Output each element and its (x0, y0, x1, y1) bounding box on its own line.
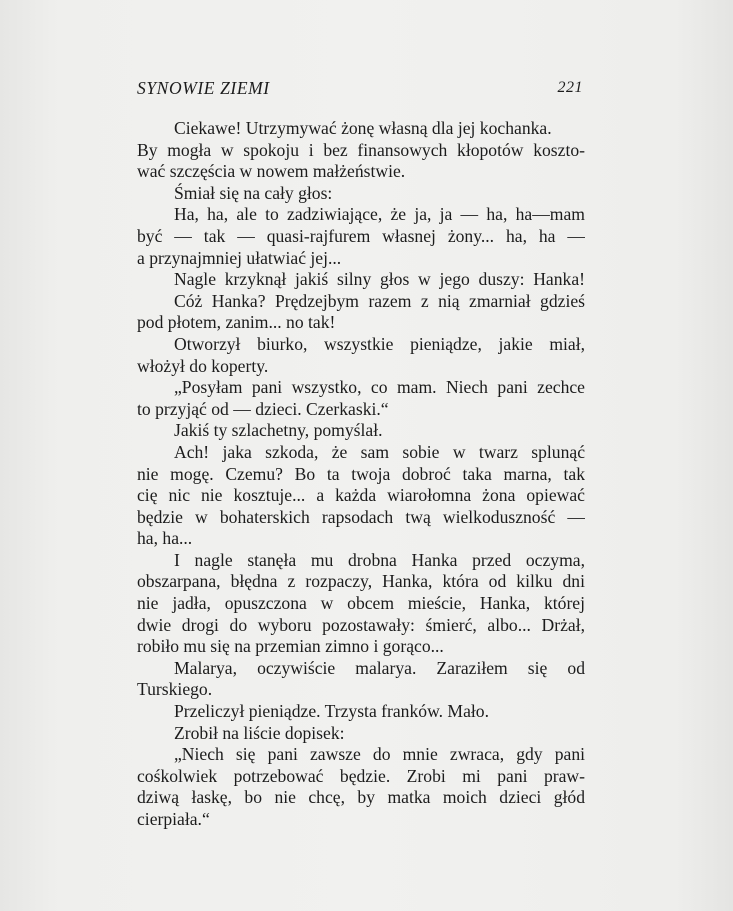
text-line: włożył do koperty. (137, 355, 269, 376)
page-number: 221 (557, 79, 583, 96)
text-line: a przynajmniej ułatwiać jej... (137, 247, 342, 268)
text-line: Ciekawe! Utrzymywać żonę własną dla jej kochanka. (174, 118, 552, 138)
text-line: cię nic nie kosztuje... a każda wiarołomna żona opiewać (137, 485, 585, 506)
text-line: Turskiego. (137, 679, 213, 700)
text-line: By mogła w spokoju i bez finansowych kłopotów koszto- (137, 139, 585, 160)
text-line: Ach! jaka szkoda, że sam sobie w twarz splunąć (174, 441, 585, 462)
text-line: nie jadła, opuszczona w obcem mieście, Hanka, której (137, 593, 585, 614)
running-title: SYNOWIE ZIEMI (137, 78, 270, 98)
text-line: będzie w bohaterskich rapsodach twą wielkoduszność — (137, 506, 585, 527)
text-line: Przeliczył pieniądze. Trzysta franków. Mało. (174, 701, 489, 722)
text-line: Śmiał się na cały głos: (174, 182, 333, 203)
text-line: ha, ha... (137, 528, 193, 549)
text-line: Cóż Hanka? Prędzejbym razem z nią zmarniał gdzieś (174, 290, 585, 311)
text-line: dwie drogi do wyboru pozostawały: śmierć, albo... Drżał, (137, 614, 585, 635)
text-line: być — tak — quasi-rajfurem własnej żony... ha, ha — (137, 225, 585, 246)
text-line: cierpiała.“ (137, 809, 210, 829)
text-line: to przyjąć od — dzieci. Czerkaski.“ (137, 398, 389, 419)
text-line: nie mogę. Czemu? Bo ta twoja dobroć taka marna, tak (137, 463, 585, 484)
text-line: I nagle stanęła mu drobna Hanka przed oczyma, (174, 549, 585, 570)
page-header (137, 78, 585, 100)
text-line: Malarya, oczywiście malarya. Zaraziłem się od (174, 657, 585, 678)
text-line: cośkolwiek potrzebować będzie. Zrobi mi pani praw- (137, 765, 585, 786)
text-line: Ha, ha, ale to zadziwiające, że ja, ja — ha, ha—mam (174, 204, 585, 225)
text-line: dziwą łaskę, bo nie chcę, by matka moich dzieci głód (137, 787, 585, 808)
text-line: „Niech się pani zawsze do mnie zwraca, gdy pani (174, 744, 585, 765)
text-line: „Posyłam pani wszystko, co mam. Niech pani zechce (174, 377, 585, 398)
text-line: Nagle krzyknął jakiś silny głos w jego duszy: Hanka! (174, 269, 585, 290)
text-line: Jakiś ty szlachetny, pomyślał. (174, 420, 383, 441)
text-line: Zrobił na liście dopisek: (174, 722, 345, 743)
body-text (137, 118, 585, 831)
text-line: wać szczęścia w nowem małżeństwie. (137, 161, 406, 182)
text-line: obszarpana, błędna z rozpaczy, Hanka, która od kilku dni (137, 571, 585, 592)
text-line: robiło mu się na przemian zimno i gorąco... (137, 636, 444, 657)
text-line: Otworzył biurko, wszystkie pieniądze, jakie miał, (174, 333, 585, 354)
text-line: pod płotem, zanim... no tak! (137, 312, 336, 333)
